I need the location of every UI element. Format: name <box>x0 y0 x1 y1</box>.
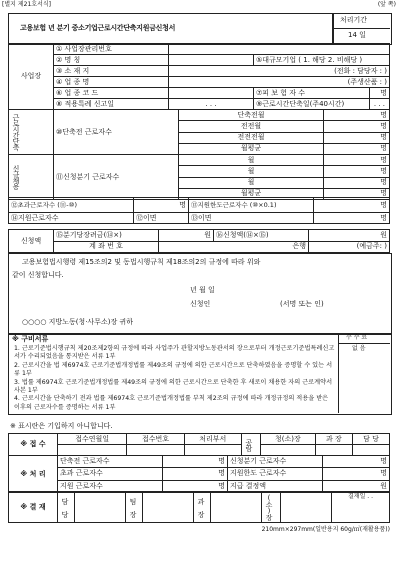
form-title: 고용보험 년 분기 중소기업근로시간단축지원금신청서 <box>20 24 176 32</box>
receipt-staff-field[interactable] <box>352 445 389 456</box>
form-number: [별지 제21호서식] <box>2 1 51 8</box>
attachments-title: ※ 구비서류 <box>12 335 49 343</box>
reduction-month-2-value[interactable]: 명 <box>324 121 390 132</box>
receipt-manager-field[interactable] <box>315 445 352 456</box>
special-report-label: ⑧ 적용특례 신고일 <box>54 99 169 110</box>
receipt-dept-field[interactable] <box>184 445 241 456</box>
approval-team-lead-sign[interactable] <box>143 492 194 523</box>
reduction-month-1: 단축전월 <box>179 110 324 121</box>
reduction-month-3: 전전전월 <box>179 132 324 143</box>
special-report-date[interactable]: . . . <box>169 99 254 110</box>
statement-line-1: 고용보험법시행령 제15조의2 및 동법시행규칙 제18조의2의 규정에 따라 위와 <box>22 258 261 266</box>
process-table <box>8 455 390 493</box>
new-hire-month-1-value[interactable]: 명 <box>324 155 390 166</box>
support-limit-value[interactable]: 명 <box>314 198 390 213</box>
quarter-incentive-label: ⑮분기당장려금(⑭×) <box>54 230 159 242</box>
reduction-month-2: 전전월 <box>179 121 324 132</box>
address-label: ③ 소 재 지 <box>54 66 169 77</box>
new-hire-month-3-value[interactable]: 명 <box>324 177 390 188</box>
attachment-item-1: 1. 근로기준법시행규칙 제20조제2항의 규정에 따라 사업주가 관할지방노동관서의 장으로부터 개정근로기준법특례신고서가 수리되었음을 통지받은 서류 1부 <box>14 345 335 361</box>
approval-staff: 담 당 <box>61 497 69 517</box>
workers-table <box>8 109 390 200</box>
large-company-field[interactable]: ⑤대규모기업 ( 1. 해당 2. 비해당 ) <box>254 55 390 66</box>
reduction-average: 월평균 <box>179 143 324 154</box>
process-row-3-value-b[interactable]: 원 <box>323 480 390 492</box>
process-row-1-label: 단축전 근로자수 <box>58 456 163 468</box>
attachment-item-4: 4. 근로시간을 단축하기 전과 법률 제6974호 근로기준법개정법률 부칙 제2조의 규정에 따라 개정규정의 적용을 받은 이후의 근로자수를 증명하는 서류 1부 <box>14 395 329 411</box>
support-workers-value[interactable]: 명 <box>314 213 390 224</box>
industry-code-label: ⑥ 업 종 코 드 <box>54 88 169 99</box>
account-label: 계 좌 번 호 <box>54 241 159 253</box>
business-table <box>8 43 390 110</box>
receipt-date-field[interactable] <box>58 445 127 456</box>
biz-name-field[interactable] <box>169 55 254 66</box>
approval-team-lead: 팀 장 <box>129 497 137 517</box>
process-row-1-value[interactable]: 명 <box>163 456 228 468</box>
attachment-list <box>14 345 336 412</box>
approval-table <box>8 491 390 523</box>
recipient-line: ○○○○ 지방노동(청·사무소)장 귀하 <box>22 318 133 326</box>
office-note: ※ 표시란은 기입하지 아니합니다. <box>10 422 113 430</box>
approval-label: ※ 결 재 <box>9 492 58 523</box>
approval-date[interactable]: 결재일 . . <box>332 492 390 523</box>
processing-divider <box>332 28 390 29</box>
receipt-col-dept: 처리부서 <box>184 434 241 445</box>
industry-label: ④ 업 종 명 <box>54 77 169 88</box>
biz-name-label: ② 명 칭 <box>54 55 169 66</box>
support-workers-label: ⑭지원근로자수 <box>9 213 134 224</box>
apply-amount-value[interactable]: 원 <box>309 230 390 242</box>
process-row-1-value-b[interactable]: 명 <box>323 456 390 468</box>
receipt-col-number: 접수번호 <box>127 434 184 445</box>
statement-line-2: 같이 신청합니다. <box>12 271 64 279</box>
insured-count-label: ⑦피 보 험 자 수 <box>254 88 370 99</box>
account-holder-field[interactable]: (예금주: ) <box>309 241 390 253</box>
apply-group-label: 신청액 <box>9 230 54 253</box>
processing-value: 14 일 <box>348 31 366 39</box>
process-row-2-value[interactable]: 명 <box>163 468 228 480</box>
receipt-table <box>8 433 390 456</box>
excess-label: ⑫초과근로자수 (⑪-⑩) <box>9 198 134 213</box>
business-group-label: 사업장 <box>9 44 54 110</box>
apply-table <box>8 229 390 253</box>
attachments-divider <box>338 333 339 413</box>
receipt-col-staff: 담 당 <box>352 434 389 445</box>
biz-no-field[interactable] <box>169 44 390 55</box>
approval-chief-sign[interactable] <box>281 492 332 523</box>
support-limit-label: ⑬지원한도근로자수 (⑩×0.1) <box>189 198 314 213</box>
reduction-date-label: ⑨근로시간단축일(주40시간) <box>254 99 370 110</box>
processing-label: 처리기간 <box>340 16 368 24</box>
statement-date[interactable]: 년 월 일 <box>190 286 215 294</box>
reduction-month-1-value[interactable]: 명 <box>324 110 390 121</box>
reduction-average-value[interactable]: 명 <box>324 143 390 154</box>
process-row-1-label-b: 신청분기 근로자수 <box>228 456 323 468</box>
reduction-group-label: 근로시간단축 <box>12 114 20 150</box>
process-row-3-value[interactable]: 명 <box>163 480 228 492</box>
industry-code-field[interactable] <box>169 88 254 99</box>
approval-staff-sign[interactable] <box>75 492 126 523</box>
applicant-label: 신청인 <box>190 300 211 308</box>
attachment-item-3: 3. 법률 제6974호 근로기준법개정법률 제49조의 규정에 의한 근로시간으로 단축한 후 새로이 채용한 자의 근로계약서 사본 1부 <box>14 378 333 395</box>
insured-count-field[interactable]: 명 <box>369 88 389 99</box>
process-row-2-label: 초과 근로자수 <box>58 468 163 480</box>
paper-spec: 210mm×297mm(일반용지 60g/㎡(재활용품)) <box>261 526 390 533</box>
process-row-2-value-b[interactable]: 명 <box>323 468 390 480</box>
new-hire-month-2-value[interactable]: 명 <box>324 166 390 177</box>
address-field[interactable]: (전화 : 담당자 : ) <box>169 66 390 77</box>
new-hire-label: ⑪신청분기 근로자수 <box>54 155 179 200</box>
receipt-col-date: 접수연월일 <box>58 434 127 445</box>
fee-value: 없 음 <box>352 345 366 352</box>
receipt-col-manager: 과 장 <box>315 434 352 445</box>
reduction-month-3-value[interactable]: 명 <box>324 132 390 143</box>
approval-manager: 과 장 <box>197 497 205 517</box>
excess-table <box>8 197 390 224</box>
reduction-date-field[interactable]: . . . <box>369 99 389 110</box>
quarter-incentive-value[interactable]: 원 <box>159 230 214 242</box>
biz-no-label: ① 사업장관리번호 <box>54 44 169 55</box>
support-if-12: ⑫이면 <box>134 213 189 224</box>
process-row-2-label-b: 지원한도 근로자수 <box>228 468 323 480</box>
apply-amount-label: ⑯신청액(⑭×⑮) <box>214 230 309 242</box>
receipt-number-field[interactable] <box>127 445 184 456</box>
new-hire-month-1: 월 <box>179 155 324 166</box>
new-hire-month-3: 월 <box>179 177 324 188</box>
approval-chief: (소)장 <box>265 494 273 520</box>
receipt-label: ※ 접 수 <box>9 434 58 456</box>
excess-value[interactable]: 명 <box>134 198 189 213</box>
fee-divider <box>338 343 390 344</box>
reduction-label: ⑩단축전 근로자수 <box>54 110 179 155</box>
receipt-col-chief: 청(소)장 <box>260 434 315 445</box>
receipt-col-review: 공람 <box>244 438 253 451</box>
fee-label: 수 수 료 <box>346 334 368 341</box>
bank-field[interactable]: 은행 <box>159 241 309 253</box>
applicant-signature[interactable]: (서명 또는 인) <box>280 300 324 308</box>
attachment-item-2: 2. 근로시간을 법 제6974호 근로기준법개정법률 제49조의 규정에 의한 근로시간으로 단축하였음을 증명할 수 있는 서류 1부 <box>14 361 333 378</box>
process-row-3-label: 지원 근로자수 <box>58 480 163 492</box>
new-hire-average-value[interactable]: 명 <box>324 188 390 199</box>
new-hire-average: 월평균 <box>179 188 324 199</box>
process-row-3-label-b: 지급 결정액 <box>228 480 323 492</box>
page-side-label: (앞 쪽) <box>377 1 396 8</box>
receipt-chief-field[interactable] <box>260 445 315 456</box>
industry-field[interactable]: (주생산품 : ) <box>169 77 390 88</box>
new-hire-month-2: 월 <box>179 166 324 177</box>
process-label: ※ 처 리 <box>9 456 58 493</box>
support-if-13: ⑬이면 <box>189 213 314 224</box>
approval-manager-sign[interactable] <box>211 492 262 523</box>
new-hire-group-label: 신규채용 <box>12 165 20 189</box>
